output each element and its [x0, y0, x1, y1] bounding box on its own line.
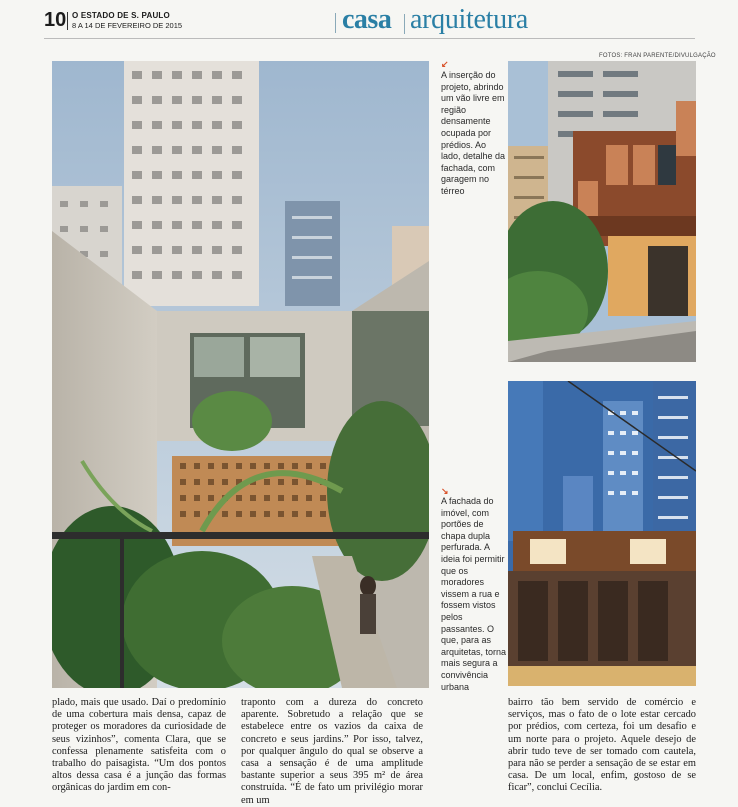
article-column-1 [52, 697, 226, 795]
photo-facade-night [508, 381, 696, 686]
article-text: plado, mais que usado. Daí o predomínio de uma cobertura mais densa, capaz de proteger os moradores da curiosidade de seus vizinhos”, comenta Clara, que se confessa plenamente satisfeita com o trabalho do paisagista. “Um dos pontos altos dessa casa é a junção das formas orgânicas do jardim em con- [52, 697, 226, 794]
subsection-divider [404, 14, 405, 34]
publication-name: O ESTADO DE S. PAULO [72, 11, 170, 20]
photo-caption-1: A inserção do projeto, abrindo um vão livre em região densamente ocupada por prédios. Ao lado, detalhe da fachada, com garagem no térreo [441, 70, 506, 196]
photo-caption-2: A fachada do imóvel, com portões de chapa dupla perfurada. A ideia foi permitir que os moradores vissem a rua e fossem vistos pelos passantes. O que, para as arquitetas, torna mais segura a convivência urbana [441, 496, 507, 692]
section-divider [335, 13, 336, 33]
article-column-2 [241, 697, 423, 807]
article-column-3 [508, 697, 696, 795]
article-text: bairro tão bem servido de comércio e serviços, mas o fato de o lote estar cercado por prédios, com certeza, foi um desafio e um norte para o projeto. Aquele desejo de abrir tudo teve de ser tomado com cautela, para não se perder a sensação de se estar em casa. De um local, enfim, gostoso de se ficar”, conclui Cecília. [508, 697, 696, 794]
photo-courtyard-garden [52, 61, 429, 688]
photo-credit: FOTOS: FRAN PARENTE/DIVULGAÇÃO [599, 53, 716, 59]
publication-date: 8 A 14 DE FEVEREIRO DE 2015 [72, 21, 183, 30]
header-rule [44, 38, 695, 39]
article-text: traponto com a dureza do concreto aparente. Sobretudo a relação que se estabelece entre os vazios da caixa de concreto e seus jardins.” Por isso, talvez, por qualquer ângulo do qual se observe a casa a sensação é de uma amplitude bastante superior a seus 395 m² de área construída. “É de fato um privilégio morar em um [241, 697, 423, 806]
subsection-title: arquitetura [410, 4, 528, 35]
page-number: 10 [44, 9, 67, 31]
photo-facade-detail [508, 61, 696, 362]
header-divider [67, 12, 68, 30]
caption-arrow-icon: ↙ [441, 59, 449, 69]
section-title: casa [342, 4, 392, 35]
caption-arrow-icon: ↘ [441, 486, 449, 496]
